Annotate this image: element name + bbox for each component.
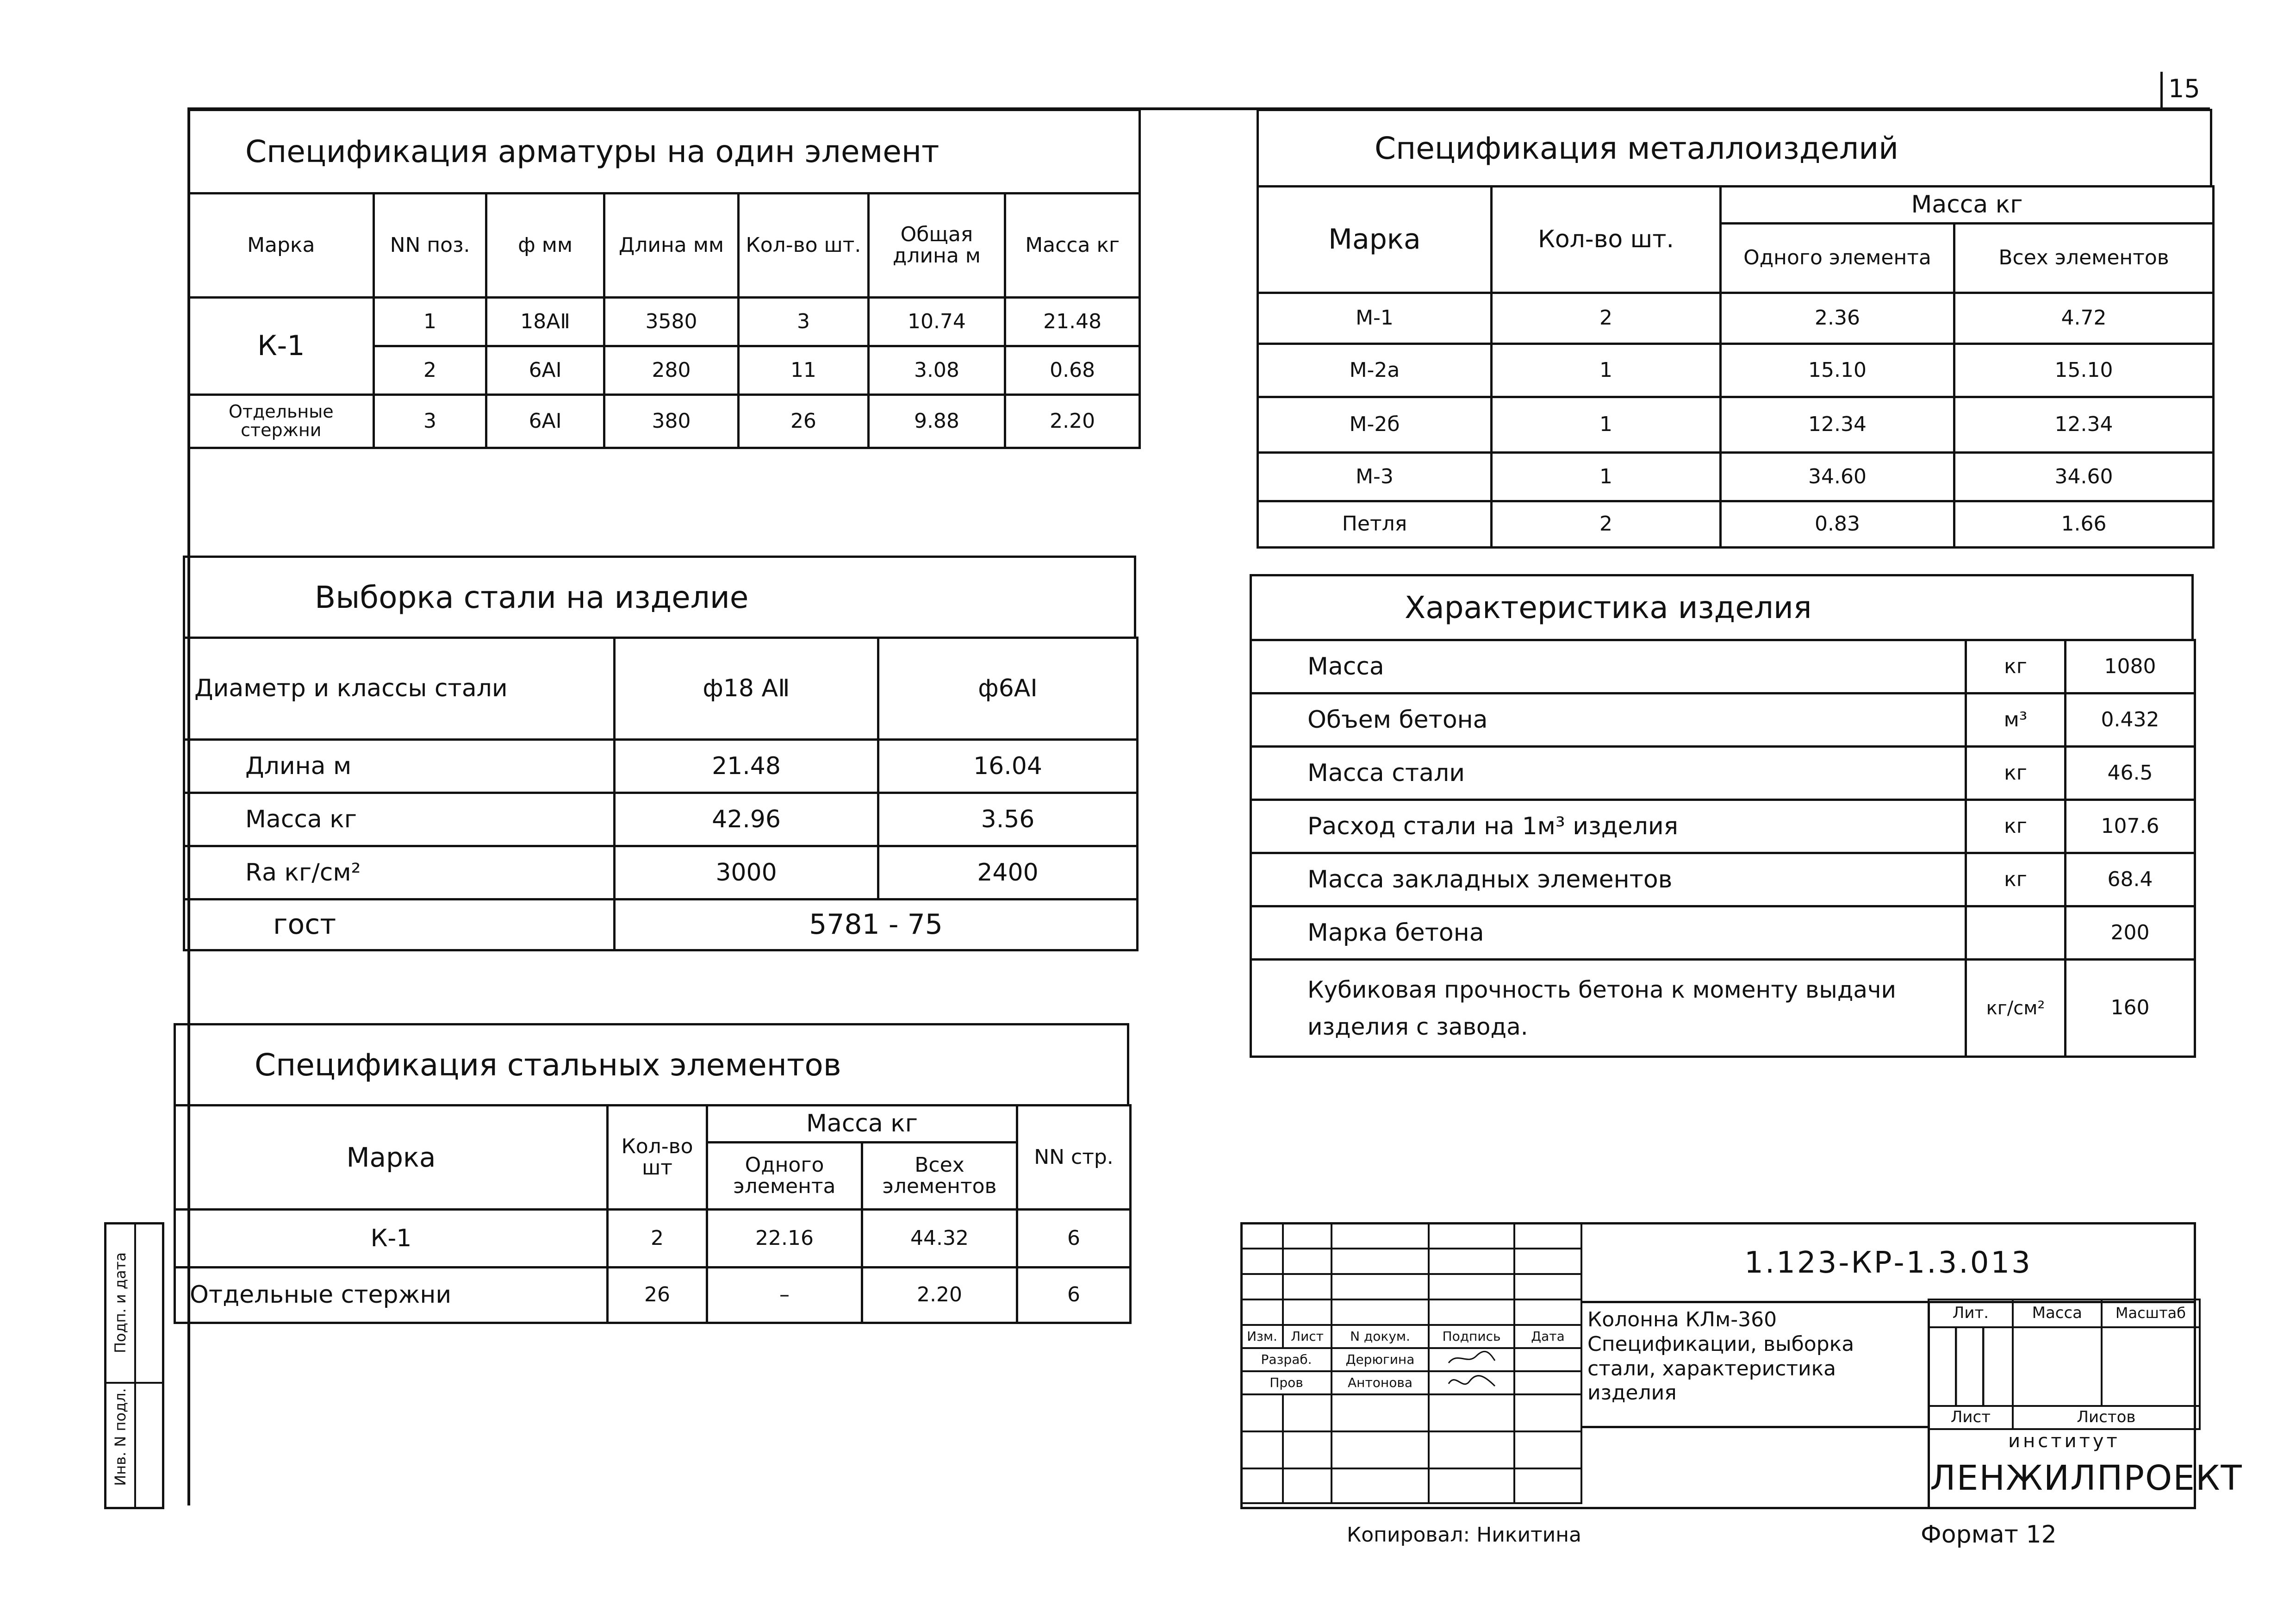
header-mass: Масса кг	[707, 1106, 1017, 1143]
char-label: Кубиковая прочность бетона к моменту выдачи изделия с завода.	[1251, 960, 1966, 1057]
header-all: Всех элементов	[862, 1143, 1017, 1210]
char-unit: кг	[1966, 853, 2066, 906]
cell-mass: 21.48	[1005, 298, 1140, 346]
characteristics-title: Характеристика изделия	[1250, 574, 2194, 639]
scale-label: Масштаб	[2102, 1299, 2200, 1327]
format-label: Формат 12	[1921, 1521, 2057, 1549]
cell-value: 42.96	[615, 793, 878, 846]
char-unit: кг	[1966, 747, 2066, 800]
steel-selection-title: Выборка стали на изделие	[183, 556, 1136, 637]
cell-pos: 3	[373, 395, 486, 448]
cell-all: 1.66	[1954, 501, 2214, 548]
cell-pos: 2	[373, 346, 486, 395]
char-label: Масса стали	[1251, 747, 1966, 800]
cell-one: 34.60	[1721, 453, 1954, 501]
cell-qty: 2	[1492, 501, 1721, 548]
metal-items-table	[1257, 185, 2215, 549]
lit-label: Лит.	[1929, 1299, 2013, 1327]
header-d18: ф18 АⅡ	[615, 638, 878, 740]
chk-role: Пров	[1241, 1371, 1332, 1394]
cell-value: 2400	[878, 846, 1138, 899]
signature-mark	[1444, 1372, 1500, 1391]
cell-page: 6	[1017, 1268, 1131, 1323]
sign-label: Подп. и дата	[112, 1252, 129, 1353]
char-value: 0.432	[2066, 693, 2195, 747]
row-ra-label: Rа кг/см²	[184, 846, 615, 899]
header-one: Одного элемента	[707, 1143, 862, 1210]
header-mass: Масса кг	[1721, 187, 2214, 224]
char-value: 200	[2066, 906, 2195, 960]
cell-value: 3.56	[878, 793, 1138, 846]
cell-value: 21.48	[615, 740, 878, 793]
char-unit: м³	[1966, 693, 2066, 747]
title-block	[1240, 1222, 2243, 1509]
cell-len: 380	[604, 395, 739, 448]
revision-grid	[1240, 1222, 1582, 1504]
metal-items-title: Спецификация металлоизделий	[1257, 109, 2212, 185]
characteristics-table	[1250, 639, 2196, 1058]
cell-qty: 26	[739, 395, 868, 448]
row-gost-label: гост	[184, 899, 615, 950]
char-value: 160	[2066, 960, 2195, 1057]
char-label: Масса закладных элементов	[1251, 853, 1966, 906]
cell-all: 44.32	[862, 1210, 1017, 1268]
char-value: 107.6	[2066, 800, 2195, 853]
cell-total: 9.88	[868, 395, 1005, 448]
header-izm: Изм.	[1241, 1325, 1283, 1348]
cell-all: 12.34	[1954, 397, 2214, 453]
char-label: Марка бетона	[1251, 906, 1966, 960]
cell-total: 3.08	[868, 346, 1005, 395]
cell-all: 34.60	[1954, 453, 2214, 501]
row-mark: Отдельные стержни	[189, 395, 374, 448]
char-unit: кг	[1966, 800, 2066, 853]
header-len: Длина мм	[604, 194, 739, 298]
cell-one: 2.36	[1721, 293, 1954, 344]
dev-role: Разраб.	[1241, 1348, 1332, 1371]
header-pos: NN поз.	[373, 194, 486, 298]
header-qty: Кол-во шт.	[1492, 187, 1721, 293]
mass-label: Масса	[2013, 1299, 2102, 1327]
cell-qty: 3	[739, 298, 868, 346]
doc-name: Колонна КЛм-360 Спецификации, выборка стали, характеристика изделия	[1587, 1308, 1854, 1405]
char-unit: кг	[1966, 640, 2066, 693]
header-mark: Марка	[1258, 187, 1492, 293]
cell-mass: 2.20	[1005, 395, 1140, 448]
gost-value: 5781 - 75	[615, 899, 1138, 950]
cell-total: 10.74	[868, 298, 1005, 346]
cell-page: 6	[1017, 1210, 1131, 1268]
header-qty: Кол-во шт	[608, 1106, 707, 1210]
cell-one: 0.83	[1721, 501, 1954, 548]
cell-value: 16.04	[878, 740, 1138, 793]
steel-selection-table	[183, 637, 1139, 951]
header-qty: Кол-во шт.	[739, 194, 868, 298]
sheet-number: 15	[2168, 74, 2200, 103]
doc-code: 1.123-КР-1.3.013	[1744, 1245, 2032, 1280]
sheet-label: Лист	[1929, 1406, 2013, 1429]
cell-dia: 18AⅡ	[486, 298, 604, 346]
dev-name: Дерюгина	[1332, 1348, 1429, 1371]
sheets-label: Листов	[2013, 1406, 2200, 1429]
header-list: Лист	[1283, 1325, 1332, 1348]
copied-by: Копировал: Никитина	[1347, 1523, 1582, 1547]
lit-mass-scale	[1928, 1301, 2243, 1509]
cell-len: 3580	[604, 298, 739, 346]
dev-signature	[1429, 1348, 1514, 1371]
header-mass: Масса кг	[1005, 194, 1140, 298]
char-value: 68.4	[2066, 853, 2195, 906]
row-length-label: Длина м	[184, 740, 615, 793]
cell-qty: 26	[608, 1268, 707, 1323]
signature-mark	[1444, 1349, 1500, 1368]
row-mark: К-1	[175, 1210, 608, 1268]
header-dia: ф мм	[486, 194, 604, 298]
header-one: Одного элемента	[1721, 224, 1954, 293]
header-total: Общая длина м	[868, 194, 1005, 298]
cell-one: 12.34	[1721, 397, 1954, 453]
row-mark: М-2а	[1258, 344, 1492, 397]
cell-dia: 6AI	[486, 346, 604, 395]
side-stamp	[104, 1222, 164, 1509]
header-all: Всех элементов	[1954, 224, 2214, 293]
row-mark: М-3	[1258, 453, 1492, 501]
row-mark: М-2б	[1258, 397, 1492, 453]
cell-all: 15.10	[1954, 344, 2214, 397]
row-mark: Петля	[1258, 501, 1492, 548]
cell-value: 3000	[615, 846, 878, 899]
row-mark: Отдельные стержни	[175, 1268, 608, 1323]
header-date: Дата	[1514, 1325, 1581, 1348]
rebar-spec-title: Спецификация арматуры на один элемент	[187, 109, 1141, 192]
cell-qty: 1	[1492, 453, 1721, 501]
char-label: Объем бетона	[1251, 693, 1966, 747]
row-mark: К-1	[189, 298, 374, 395]
cell-dia: 6AI	[486, 395, 604, 448]
org-name: ЛЕНЖИЛПРОЕКТ	[1930, 1458, 2243, 1498]
header-sign: Подпись	[1429, 1325, 1514, 1348]
institute-label: институт	[2008, 1430, 2120, 1452]
char-value: 46.5	[2066, 747, 2195, 800]
cell-all: 2.20	[862, 1268, 1017, 1323]
header-mark: Марка	[175, 1106, 608, 1210]
header-d6: ф6АI	[878, 638, 1138, 740]
header-mark: Марка	[189, 194, 374, 298]
steel-elements-table	[174, 1104, 1132, 1324]
cell-one: 22.16	[707, 1210, 862, 1268]
char-unit	[1966, 906, 2066, 960]
char-unit: кг/см²	[1966, 960, 2066, 1057]
header-page: NN стр.	[1017, 1106, 1131, 1210]
cell-qty: 1	[1492, 397, 1721, 453]
doc-code-cell	[1580, 1224, 2196, 1303]
char-label: Масса	[1251, 640, 1966, 693]
cell-mass: 0.68	[1005, 346, 1140, 395]
cell-qty: 2	[608, 1210, 707, 1268]
cell-all: 4.72	[1954, 293, 2214, 344]
chk-signature	[1429, 1371, 1514, 1394]
row-mass-label: Масса кг	[184, 793, 615, 846]
cell-one: –	[707, 1268, 862, 1323]
cell-one: 15.10	[1721, 344, 1954, 397]
header-diameter: Диаметр и классы стали	[184, 638, 615, 740]
char-label: Расход стали на 1м³ изделия	[1251, 800, 1966, 853]
char-value: 1080	[2066, 640, 2195, 693]
chk-name: Антонова	[1332, 1371, 1429, 1394]
cell-len: 280	[604, 346, 739, 395]
cell-qty: 1	[1492, 344, 1721, 397]
header-doc: N докум.	[1332, 1325, 1429, 1348]
rebar-spec-table	[187, 192, 1141, 449]
cell-qty: 2	[1492, 293, 1721, 344]
inv-label: Инв. N подл.	[112, 1388, 129, 1486]
cell-pos: 1	[373, 298, 486, 346]
steel-elements-title: Спецификация стальных элементов	[174, 1023, 1129, 1104]
row-mark: М-1	[1258, 293, 1492, 344]
cell-qty: 11	[739, 346, 868, 395]
